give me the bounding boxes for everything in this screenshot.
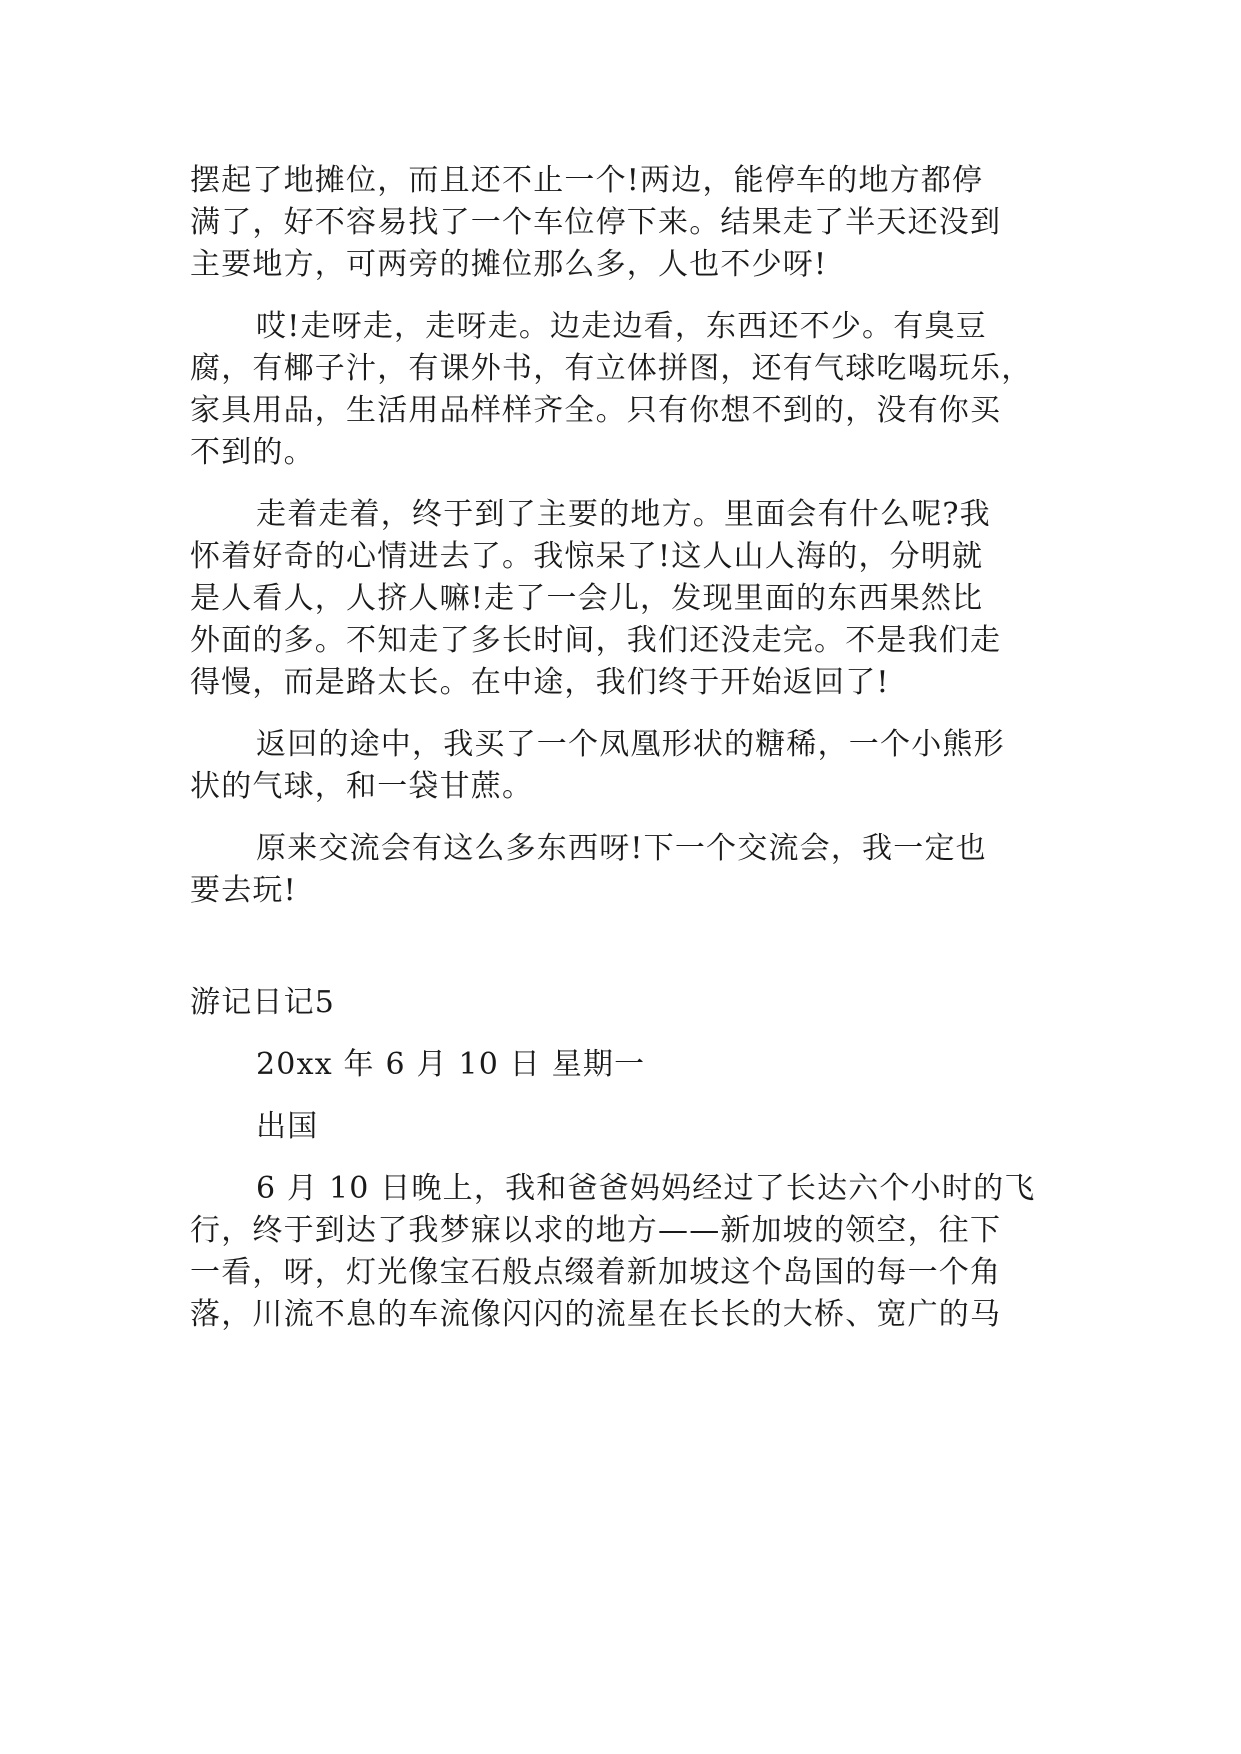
text-line: 得慢，而是路太长。在中途，我们终于开始返回了!	[190, 665, 890, 700]
text-line: 怀着好奇的心情进去了。我惊呆了!这人山人海的，分明就	[190, 539, 984, 574]
paragraph	[190, 306, 1050, 474]
text-line: 主要地方，可两旁的摊位那么多，人也不少呀!	[190, 247, 828, 282]
entry-subtitle: 出国	[256, 1109, 319, 1144]
section-title: 游记日记5	[190, 985, 336, 1020]
text-line: 走着走着，终于到了主要的地方。里面会有什么呢?我	[256, 497, 991, 532]
paragraph	[190, 828, 1050, 912]
text-line: 6 月 10 日晚上，我和爸爸妈妈经过了长达六个小时的飞	[256, 1171, 1036, 1206]
text-line: 摆起了地摊位，而且还不止一个!两边，能停车的地方都停	[190, 163, 984, 198]
text-line: 要去玩!	[190, 873, 297, 908]
text-line: 行，终于到达了我梦寐以求的地方——新加坡的领空，往下	[190, 1213, 1002, 1248]
text-line: 外面的多。不知走了多长时间，我们还没走完。不是我们走	[190, 623, 1002, 658]
text-line: 一看，呀，灯光像宝石般点缀着新加坡这个岛国的每一个角	[190, 1255, 1002, 1290]
text-line: 满了，好不容易找了一个车位停下来。结果走了半天还没到	[190, 205, 1002, 240]
text-line: 腐，有椰子汁，有课外书，有立体拼图，还有气球吃喝玩乐，	[190, 351, 1033, 386]
entry-date: 20xx 年 6 月 10 日 星期一	[256, 1047, 646, 1082]
diary-entry	[190, 982, 1050, 1336]
paragraph	[190, 724, 1050, 808]
text-line: 落，川流不息的车流像闪闪的流星在长长的大桥、宽广的马	[190, 1297, 1002, 1332]
text-line: 返回的途中，我买了一个凤凰形状的糖稀，一个小熊形	[256, 727, 1005, 762]
text-line: 家具用品，生活用品样样齐全。只有你想不到的，没有你买	[190, 393, 1002, 428]
text-line: 状的气球，和一袋甘蔗。	[190, 769, 534, 804]
text-line: 不到的。	[190, 435, 315, 470]
paragraph-continuation	[190, 160, 1050, 286]
text-line: 是人看人，人挤人嘛!走了一会儿，发现里面的东西果然比	[190, 581, 984, 616]
text-line: 哎!走呀走，走呀走。边走边看，东西还不少。有臭豆	[256, 309, 987, 344]
paragraph	[190, 494, 1050, 704]
document-page	[190, 160, 1050, 1336]
text-line: 原来交流会有这么多东西呀!下一个交流会，我一定也	[256, 831, 987, 866]
